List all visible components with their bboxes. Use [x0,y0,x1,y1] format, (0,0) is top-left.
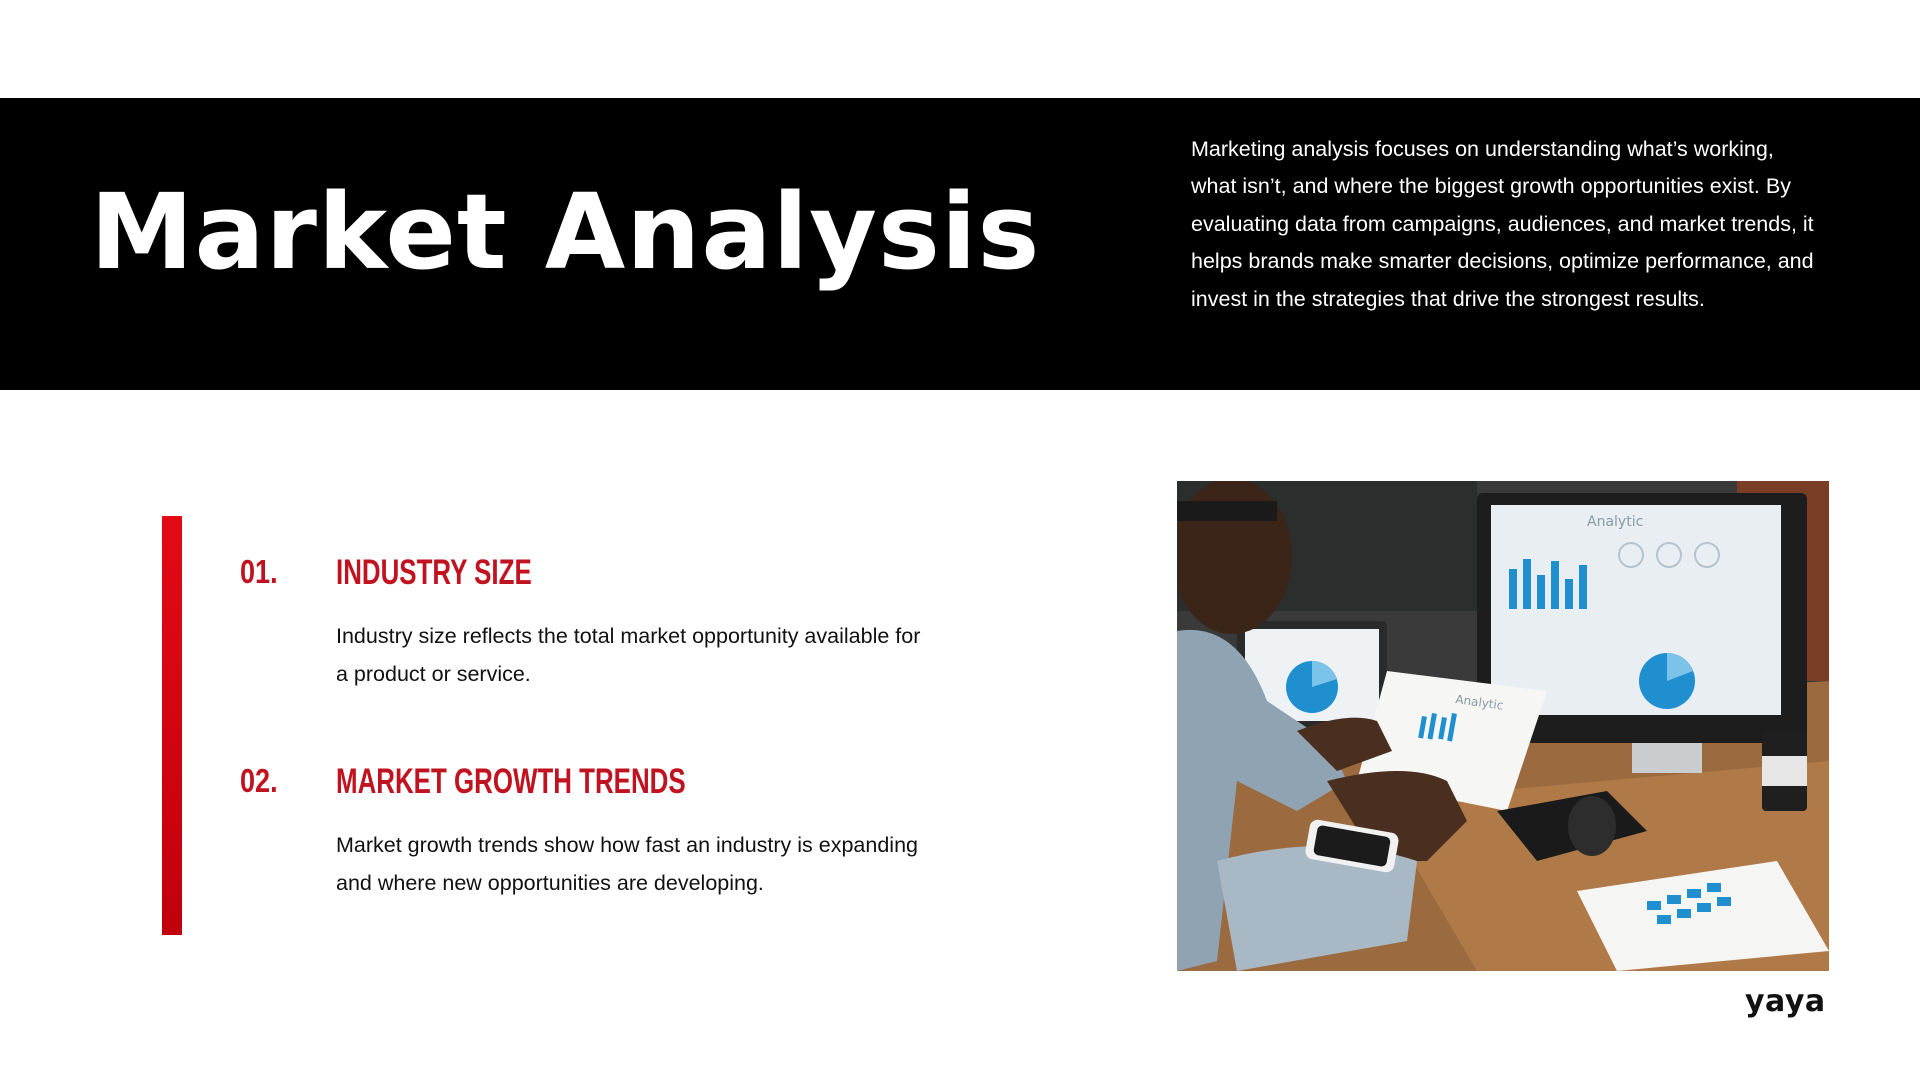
brand-logo: yaya [1745,984,1826,1019]
page-title: Market Analysis [90,171,1041,293]
item-number: 02. [240,762,278,799]
screen-analytic-label: Analytic [1587,514,1644,530]
analytics-photo-illustration [1177,481,1829,971]
item-description: Market growth trends show how fast an industry is expanding and where new opportunities are developing. [336,833,918,895]
item-number: 01. [240,553,278,590]
item-heading: INDUSTRY SIZE [336,553,532,592]
item-description: Industry size reflects the total market opportunity available for a product or service. [336,624,921,686]
paper-analytic-label: Analytic [1454,692,1505,713]
intro-paragraph: Marketing analysis focuses on understanding what’s working, what isn’t, and where the biggest growth opportunities exist. By evaluating data from campaigns, audiences, and market trends, it helps brands make smarter decisions, optimize performance, and invest in the strategies that drive the strongest results. [1191,137,1814,311]
analytics-photo [1177,481,1829,971]
item-heading: MARKET GROWTH TRENDS [336,762,686,801]
accent-bar [162,516,182,935]
